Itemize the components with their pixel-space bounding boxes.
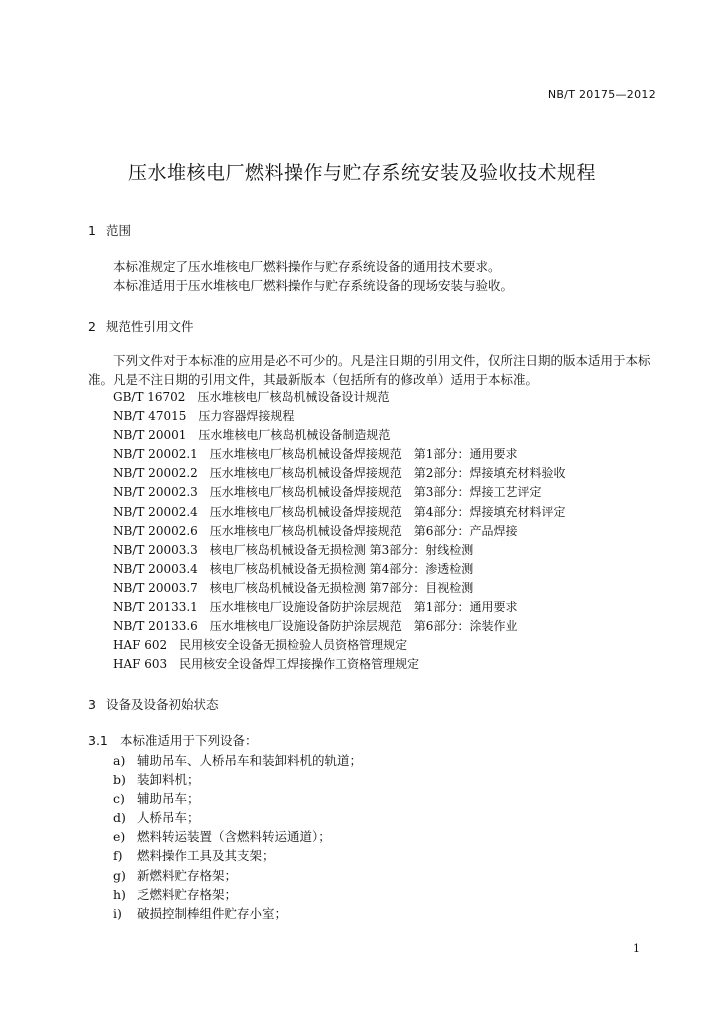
- section-2-intro: 下列文件对于本标准的应用是必不可少的。凡是注日期的引用文件，仅所注日期的版本适用于本标准。凡是不注日期的引用文件，其最新版本（包括所有的修改单）适用于本标准。: [88, 353, 651, 387]
- reference-item: NB/T 20133.1 压水堆核电厂设施设备防护涂层规范 第1部分：通用要求: [113, 600, 518, 615]
- reference-item: NB/T 20002.4 压水堆核电厂核岛机械设备焊接规范 第4部分：焊接填充材料评定: [113, 504, 566, 519]
- clause-text: 本标准适用于下列设备：: [120, 733, 258, 748]
- reference-item: NB/T 47015 压力容器焊接规程: [113, 409, 295, 424]
- list-marker: h): [113, 886, 126, 902]
- list-item-text: 燃料转运装置（含燃料转运通道）；: [137, 829, 331, 845]
- list-marker: c): [113, 791, 125, 807]
- standard-code-header: NB/T 20175—2012: [547, 88, 656, 101]
- section-1-line-1: 本标准规定了压水堆核电厂燃料操作与贮存系统设备的通用技术要求。: [113, 259, 501, 274]
- section-3-heading: [88, 695, 219, 713]
- list-marker: f): [113, 848, 123, 864]
- list-marker: e): [113, 829, 126, 845]
- list-item: [113, 866, 362, 885]
- list-item: [113, 789, 362, 808]
- list-item-text: 乏燃料贮存格架；: [137, 886, 238, 902]
- section-2-heading: [88, 317, 194, 335]
- reference-item: NB/T 20003.3 核电厂核岛机械设备无损检测 第3部分：射线检测: [113, 542, 474, 557]
- reference-item: NB/T 20002.2 压水堆核电厂核岛机械设备焊接规范 第2部分：焊接填充材料验收: [113, 466, 566, 481]
- list-item-text: 人桥吊车；: [137, 810, 200, 826]
- clause-number: 3.1: [88, 733, 108, 748]
- list-item: [113, 846, 362, 865]
- reference-item: NB/T 20001 压水堆核电厂核岛机械设备制造规范: [113, 428, 391, 443]
- section-number: 3: [88, 697, 96, 712]
- section-number: 1: [88, 223, 96, 238]
- section-number: 2: [88, 319, 96, 334]
- list-item: [113, 751, 362, 770]
- section-1-line-2: 本标准适用于压水堆核电厂燃料操作与贮存系统设备的现场安装与验收。: [113, 278, 514, 293]
- page-number: 1: [633, 942, 640, 955]
- list-item: [113, 770, 362, 789]
- list-item-text: 新燃料贮存格架；: [137, 867, 238, 883]
- list-item: [113, 904, 362, 923]
- list-marker: d): [113, 810, 126, 826]
- list-item-text: 辅助吊车、人桥吊车和装卸料机的轨道；: [137, 753, 363, 768]
- list-item: [113, 827, 362, 846]
- normative-references-list: [113, 388, 565, 674]
- list-item-text: 燃料操作工具及其支架；: [137, 848, 275, 864]
- list-item: [113, 885, 362, 904]
- list-marker: a): [113, 753, 126, 768]
- list-item-text: 破损控制棒组件贮存小室；: [137, 905, 288, 921]
- reference-item: HAF 602 民用核安全设备无损检验人员资格管理规定: [113, 638, 408, 653]
- reference-item: NB/T 20002.6 压水堆核电厂核岛机械设备焊接规范 第6部分：产品焊接: [113, 523, 518, 538]
- document-title: 压水堆核电厂燃料操作与贮存系统安装及验收技术规程: [127, 162, 596, 184]
- list-item: [113, 808, 362, 827]
- reference-item: NB/T 20002.1 压水堆核电厂核岛机械设备焊接规范 第1部分：通用要求: [113, 447, 518, 462]
- section-title: 范围: [106, 223, 132, 238]
- reference-item: NB/T 20002.3 压水堆核电厂核岛机械设备焊接规范 第3部分：焊接工艺评定: [113, 485, 542, 500]
- reference-item: NB/T 20133.6 压水堆核电厂设施设备防护涂层规范 第6部分：涂装作业: [113, 619, 518, 634]
- list-marker: i): [113, 905, 122, 921]
- list-item-text: 辅助吊车；: [137, 791, 200, 807]
- reference-item: NB/T 20003.7 核电厂核岛机械设备无损检测 第7部分：目视检测: [113, 580, 474, 595]
- reference-item: HAF 603 民用核安全设备焊工焊接操作工资格管理规定: [113, 657, 420, 672]
- list-marker: b): [113, 772, 126, 788]
- equipment-list: [113, 751, 362, 923]
- section-1-heading: [88, 221, 131, 239]
- reference-item: NB/T 20003.4 核电厂核岛机械设备无损检测 第4部分：渗透检测: [113, 561, 474, 576]
- list-item-text: 装卸料机；: [137, 772, 200, 788]
- section-title: 设备及设备初始状态: [106, 697, 219, 712]
- list-marker: g): [113, 867, 126, 883]
- reference-item: GB/T 16702 压水堆核电厂核岛机械设备设计规范: [113, 390, 390, 404]
- section-title: 规范性引用文件: [106, 319, 194, 334]
- clause-3-1: [88, 731, 258, 749]
